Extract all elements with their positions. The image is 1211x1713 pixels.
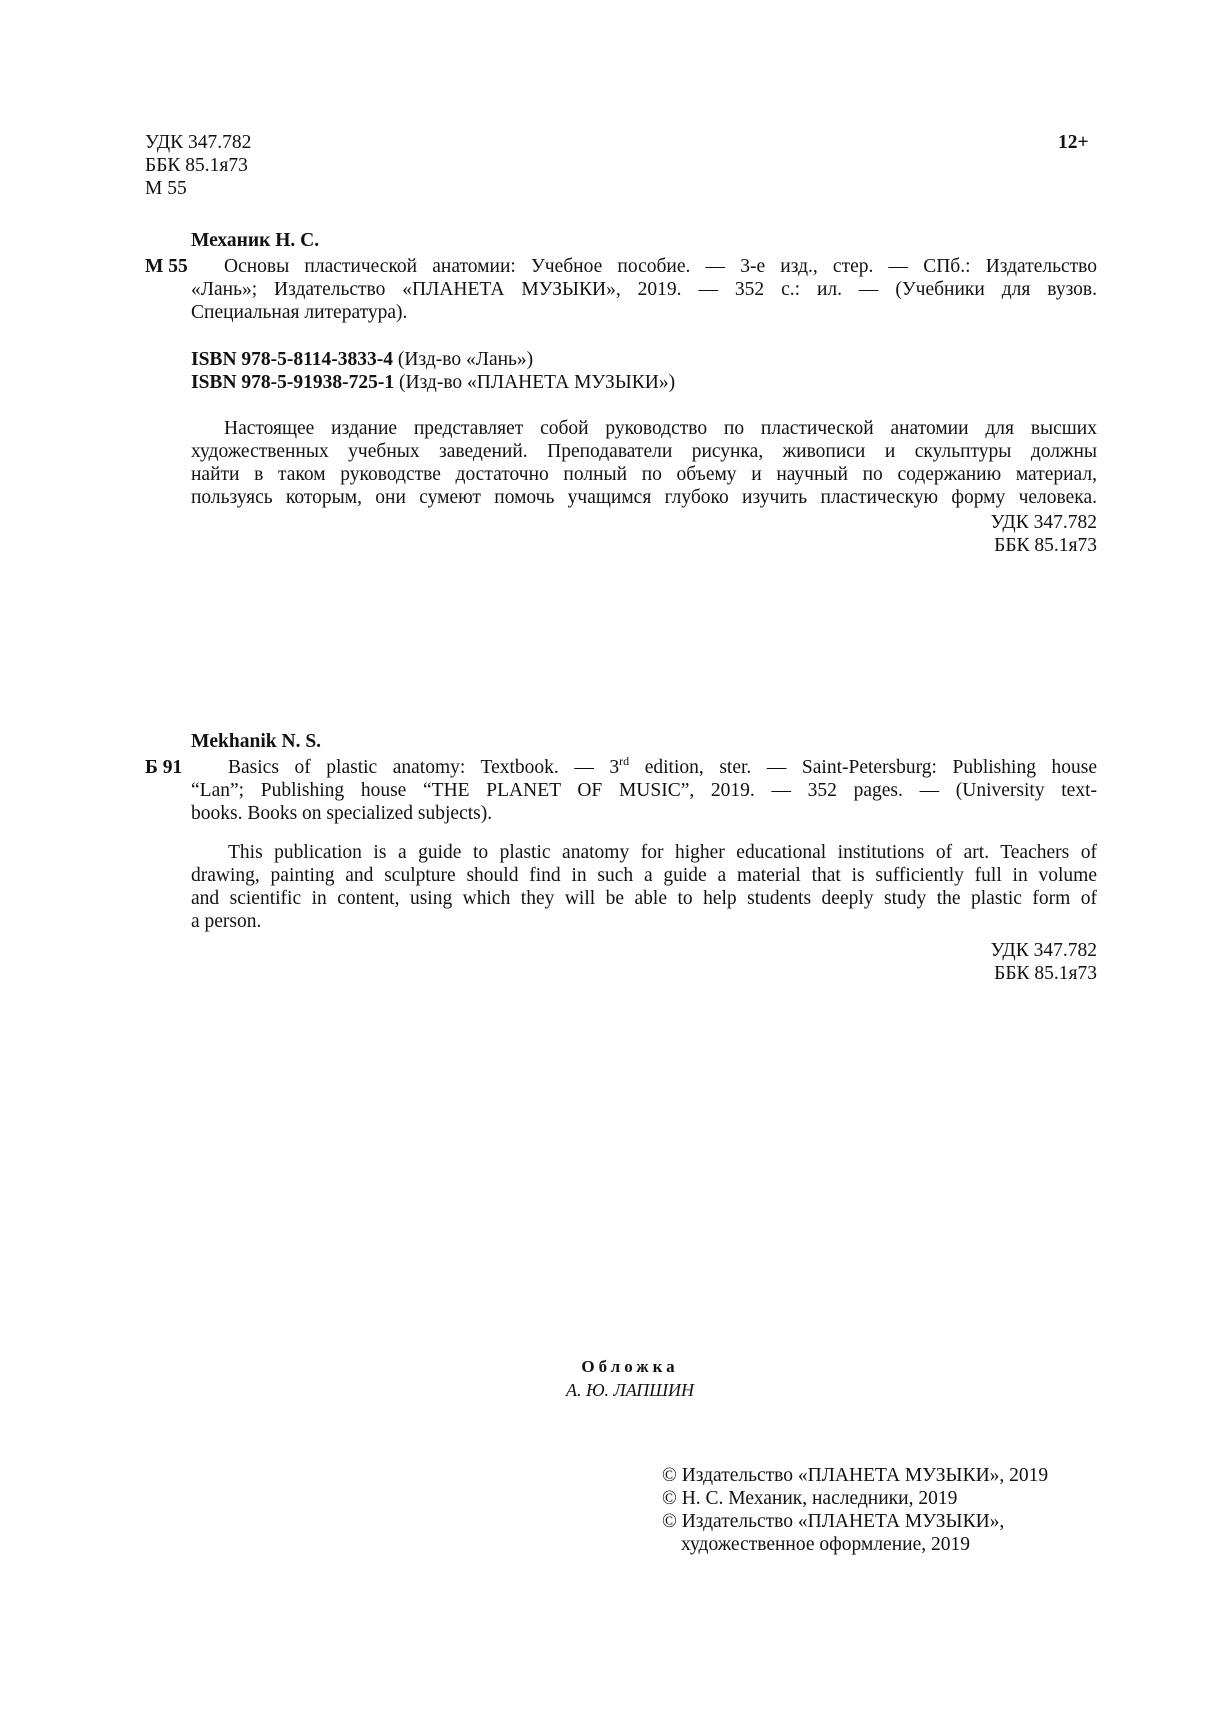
en-abstract-line: a person. <box>191 911 262 932</box>
en-description-line: Basics of plastic anatomy: Textbook. — 3rd edition, ster. — Saint-Petersburg: Publishing house <box>228 753 1098 778</box>
en-udk: УДК 347.782 <box>990 940 1097 961</box>
copyright-line: © Издательство «ПЛАНЕТА МУЗЫКИ», <box>662 1511 1005 1532</box>
ru-abstract-line: найти в таком руководстве достаточно полный по объему и научный по содержанию материал, <box>191 464 1097 485</box>
ru-abstract-line: пользуясь которым, они сумеют помочь учащимся глубоко изучить пластическую форму человека. <box>191 487 1097 508</box>
en-abstract-line: This publication is a guide to plastic anatomy for higher educational institutions of art. Teachers of <box>228 842 1097 863</box>
copyright-line: © Издательство «ПЛАНЕТА МУЗЫКИ», 2019 <box>662 1465 1049 1486</box>
isbn-code: ISBN 978-5-91938-725-1 <box>191 372 395 393</box>
ru-description-line: Специальная литература). <box>191 302 408 323</box>
ru-isbn-1 <box>191 349 533 371</box>
en-abstract-line: drawing, painting and sculpture should find in such a guide a material that is sufficiently full in volume <box>191 865 1097 886</box>
header-bbk: ББК 85.1я73 <box>145 155 248 176</box>
copyright-line: © Н. С. Механик, наследники, 2019 <box>662 1488 958 1509</box>
en-description-line: books. Books on specialized subjects). <box>191 803 493 824</box>
cover-label: Обложка <box>581 1357 679 1376</box>
age-rating: 12+ <box>1058 132 1089 153</box>
en-description-line: “Lan”; Publishing house “THE PLANET OF MUSIC”, 2019. — 352 pages. — (University text- <box>191 780 1097 801</box>
ru-description-line: Основы пластической анатомии: Учебное пособие. — 3-е изд., стер. — СПб.: Издательство <box>224 256 1097 277</box>
ru-abstract-line: Настоящее издание представляет собой руководство по пластической анатомии для высших <box>224 418 1097 439</box>
header-udk: УДК 347.782 <box>145 132 252 153</box>
ru-udk: УДК 347.782 <box>990 512 1097 533</box>
en-bbk: ББК 85.1я73 <box>994 963 1097 984</box>
en-abstract-line: and scientific in content, using which they will be able to help students deeply study the plastic form of <box>191 888 1097 909</box>
ru-sign: М 55 <box>145 256 188 277</box>
cover-artist: А. Ю. ЛАПШИН <box>565 1380 695 1400</box>
ru-description-line: «Лань»; Издательство «ПЛАНЕТА МУЗЫКИ», 2019. — 352 с.: ил. — (Учебники для вузов. <box>191 279 1097 300</box>
en-sign: Б 91 <box>145 757 183 778</box>
copyright-line: художественное оформление, 2019 <box>681 1534 970 1555</box>
superscript-rd: rd <box>619 753 630 768</box>
header-code: М 55 <box>145 178 187 199</box>
ru-author: Механик Н. С. <box>191 230 320 251</box>
isbn-publisher: (Изд-во «Лань») <box>397 349 534 370</box>
ru-isbn-2 <box>191 372 675 394</box>
ru-bbk: ББК 85.1я73 <box>994 535 1097 556</box>
ru-abstract-line: художественных учебных заведений. Преподаватели рисунка, живописи и скульптуры должны <box>191 441 1097 462</box>
en-author: Mekhanik N. S. <box>191 731 322 752</box>
isbn-publisher: (Изд-во «ПЛАНЕТА МУЗЫКИ») <box>399 372 676 393</box>
isbn-code: ISBN 978-5-8114-3833-4 <box>191 349 394 370</box>
